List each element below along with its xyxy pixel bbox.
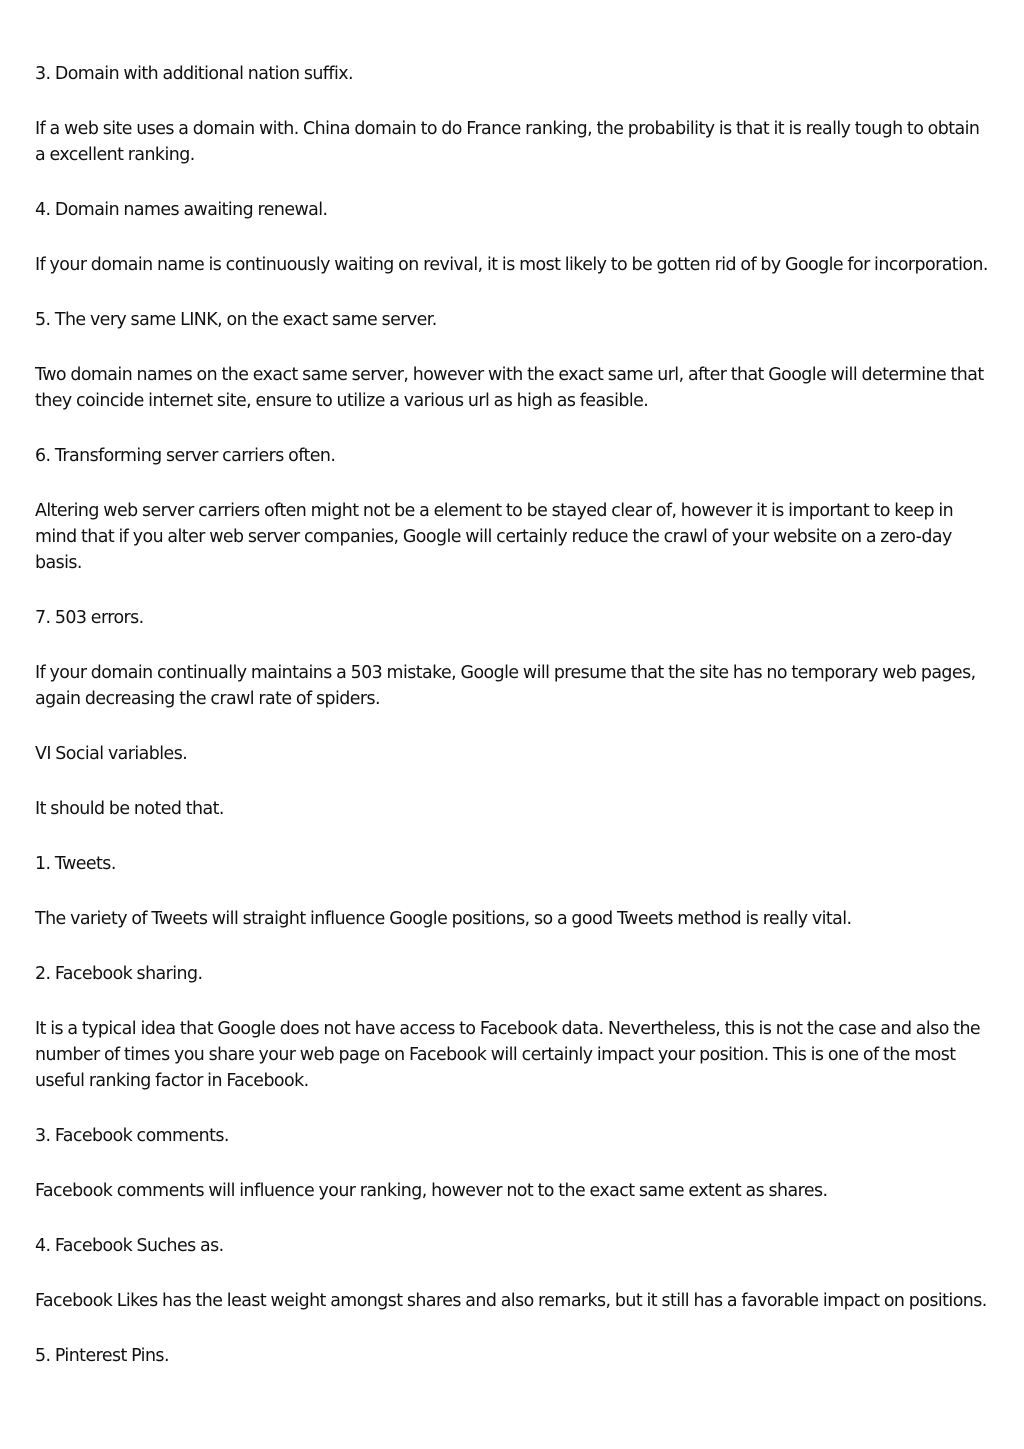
paragraph-same-link-same-server: Two domain names on the exact same server, however with the exact same url, after that Google will determine that they coincide internet site, ensure to utilize a various url as high as feasible. (35, 365, 984, 411)
section-heading-social-variables: VI Social variables. (35, 744, 188, 764)
heading-facebook-sharing: 2. Facebook sharing. (35, 964, 203, 984)
heading-tweets: 1. Tweets. (35, 854, 116, 874)
paragraph-facebook-likes: Facebook Likes has the least weight amongst shares and also remarks, but it still has a favorable impact on positions. (35, 1291, 987, 1311)
document-page (35, 61, 990, 1369)
paragraph-server-carriers: Altering web server carriers often might not be a element to be stayed clear of, however it is important to keep in mind that if you alter web server companies, Google will certainly reduce the crawl of your website on a zero-day basis. (35, 501, 954, 573)
paragraph-facebook-comments: Facebook comments will influence your ranking, however not to the exact same extent as shares. (35, 1181, 828, 1201)
paragraph-domain-nation-suffix: If a web site uses a domain with. China domain to do France ranking, the probability is that it is really tough to obtain a excellent ranking. (35, 119, 980, 165)
paragraph-tweets: The variety of Tweets will straight influence Google positions, so a good Tweets method is really vital. (35, 909, 852, 929)
paragraph-domain-renewal: If your domain name is continuously waiting on revival, it is most likely to be gotten rid of by Google for incorporation. (35, 255, 988, 275)
heading-facebook-likes: 4. Facebook Suches as. (35, 1236, 224, 1256)
heading-domain-renewal: 4. Domain names awaiting renewal. (35, 200, 328, 220)
heading-facebook-comments: 3. Facebook comments. (35, 1126, 229, 1146)
heading-pinterest-pins: 5. Pinterest Pins. (35, 1346, 169, 1366)
paragraph-social-note: It should be noted that. (35, 799, 224, 819)
heading-server-carriers: 6. Transforming server carriers often. (35, 446, 336, 466)
heading-503-errors: 7. 503 errors. (35, 608, 144, 628)
paragraph-facebook-sharing: It is a typical idea that Google does not have access to Facebook data. Nevertheless, this is not the case and also the number of times you share your web page on Facebook will certainly impact your position. This is one of the most useful ranking factor in Facebook. (35, 1019, 981, 1091)
heading-same-link-same-server: 5. The very same LINK, on the exact same server. (35, 310, 437, 330)
heading-domain-nation-suffix: 3. Domain with additional nation suffix. (35, 64, 353, 84)
paragraph-503-errors: If your domain continually maintains a 503 mistake, Google will presume that the site has no temporary web pages, again decreasing the crawl rate of spiders. (35, 663, 976, 709)
